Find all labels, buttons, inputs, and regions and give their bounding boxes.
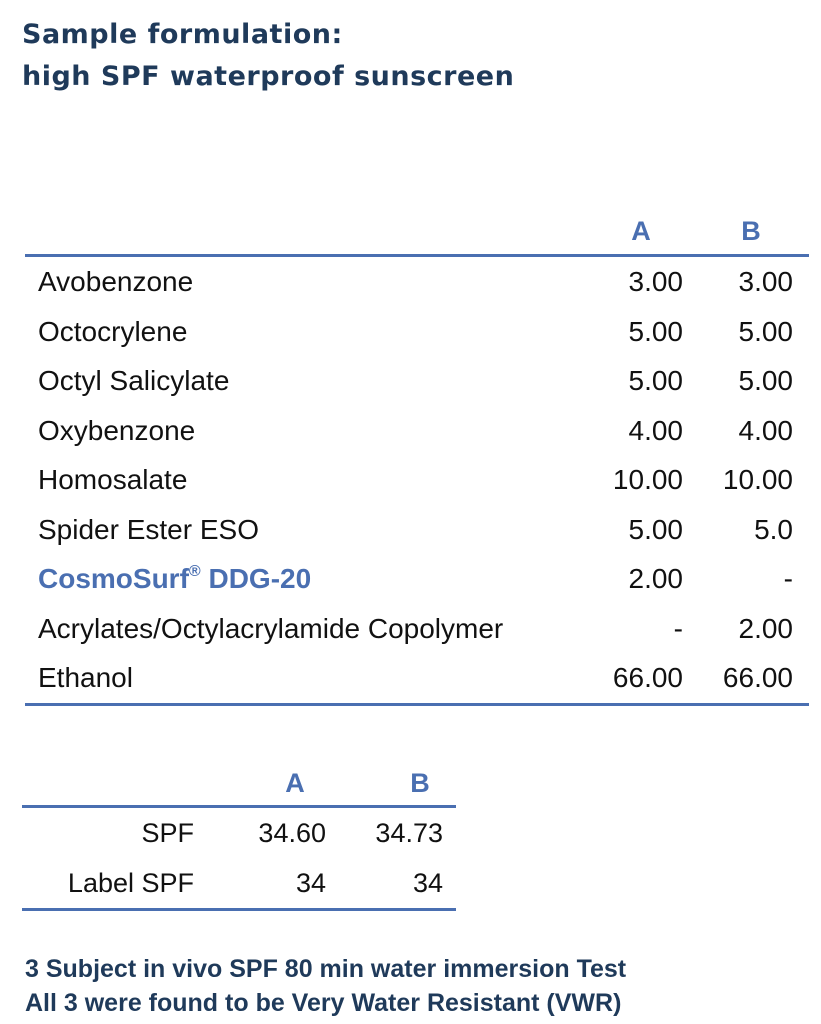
value-a: 5.00 <box>628 513 683 545</box>
formulation-table <box>25 208 809 706</box>
value-b: 5.0 <box>754 513 793 545</box>
registered-mark: ® <box>188 563 201 580</box>
product-suffix: DDG-20 <box>200 563 312 594</box>
ingredient-name: Homosalate <box>38 464 188 495</box>
value-a: 4.00 <box>628 414 683 446</box>
value-a: - <box>673 612 683 644</box>
value-a: 10.00 <box>612 464 683 495</box>
column-header-b: B <box>741 216 761 246</box>
spf-header <box>22 760 456 808</box>
ingredient-name: Ethanol <box>38 662 133 693</box>
spf-table-bottom-rule <box>22 908 456 911</box>
value-b: 3.00 <box>738 266 793 297</box>
spf-value-b: 34.73 <box>375 818 443 848</box>
value-a: 66.00 <box>612 662 683 693</box>
table-row-highlighted <box>25 554 809 604</box>
value-b: 2.00 <box>738 612 793 644</box>
ingredient-name-highlighted <box>38 554 311 604</box>
product-name: CosmoSurf <box>38 563 189 594</box>
value-b: 10.00 <box>722 464 793 495</box>
footnote-line-1: 3 Subject in vivo SPF 80 min water immersion Test <box>25 955 627 983</box>
spf-label: SPF <box>141 818 194 848</box>
spf-value-a: 34 <box>295 868 326 898</box>
ingredient-name: Oxybenzone <box>38 414 196 446</box>
spf-table <box>22 760 456 911</box>
value-b: 5.00 <box>738 315 793 347</box>
ingredient-name: Octocrylene <box>38 315 188 347</box>
table-row <box>22 858 456 908</box>
formulation-header <box>25 208 809 257</box>
title-line-1: Sample formulation: <box>22 19 343 50</box>
ingredient-name: Spider Ester ESO <box>38 513 259 545</box>
spf-value-a: 34.60 <box>258 818 326 848</box>
column-header-a: A <box>631 216 651 246</box>
value-a: 3.00 <box>628 266 683 297</box>
ingredient-name: Avobenzone <box>38 266 194 297</box>
value-a: 5.00 <box>628 315 683 347</box>
spf-label: Label SPF <box>67 868 194 898</box>
ingredient-name: Acrylates/Octylacrylamide Copolymer <box>38 612 504 644</box>
table-row <box>25 653 809 703</box>
ingredient-name: Octyl Salicylate <box>38 365 230 396</box>
table-row <box>25 356 809 406</box>
footnote <box>25 952 626 1020</box>
value-b: 4.00 <box>738 414 793 446</box>
spf-column-header-b: B <box>410 768 430 798</box>
title-line-2: high SPF waterproof sunscreen <box>22 61 515 92</box>
value-a: 2.00 <box>628 563 683 594</box>
table-row <box>25 455 809 505</box>
table-row <box>22 808 456 858</box>
value-a: 5.00 <box>628 365 683 396</box>
page-title <box>22 14 514 98</box>
value-b: - <box>783 563 793 594</box>
table-row <box>25 505 809 555</box>
footnote-line-2: All 3 were found to be Very Water Resistant (VWR) <box>25 989 622 1017</box>
table-bottom-rule <box>25 703 809 706</box>
table-row <box>25 604 809 654</box>
spf-column-header-a: A <box>285 768 305 798</box>
value-b: 66.00 <box>722 662 793 693</box>
spf-value-b: 34 <box>412 868 443 898</box>
table-row <box>25 406 809 456</box>
table-row <box>25 307 809 357</box>
table-row <box>25 257 809 307</box>
value-b: 5.00 <box>738 365 793 396</box>
